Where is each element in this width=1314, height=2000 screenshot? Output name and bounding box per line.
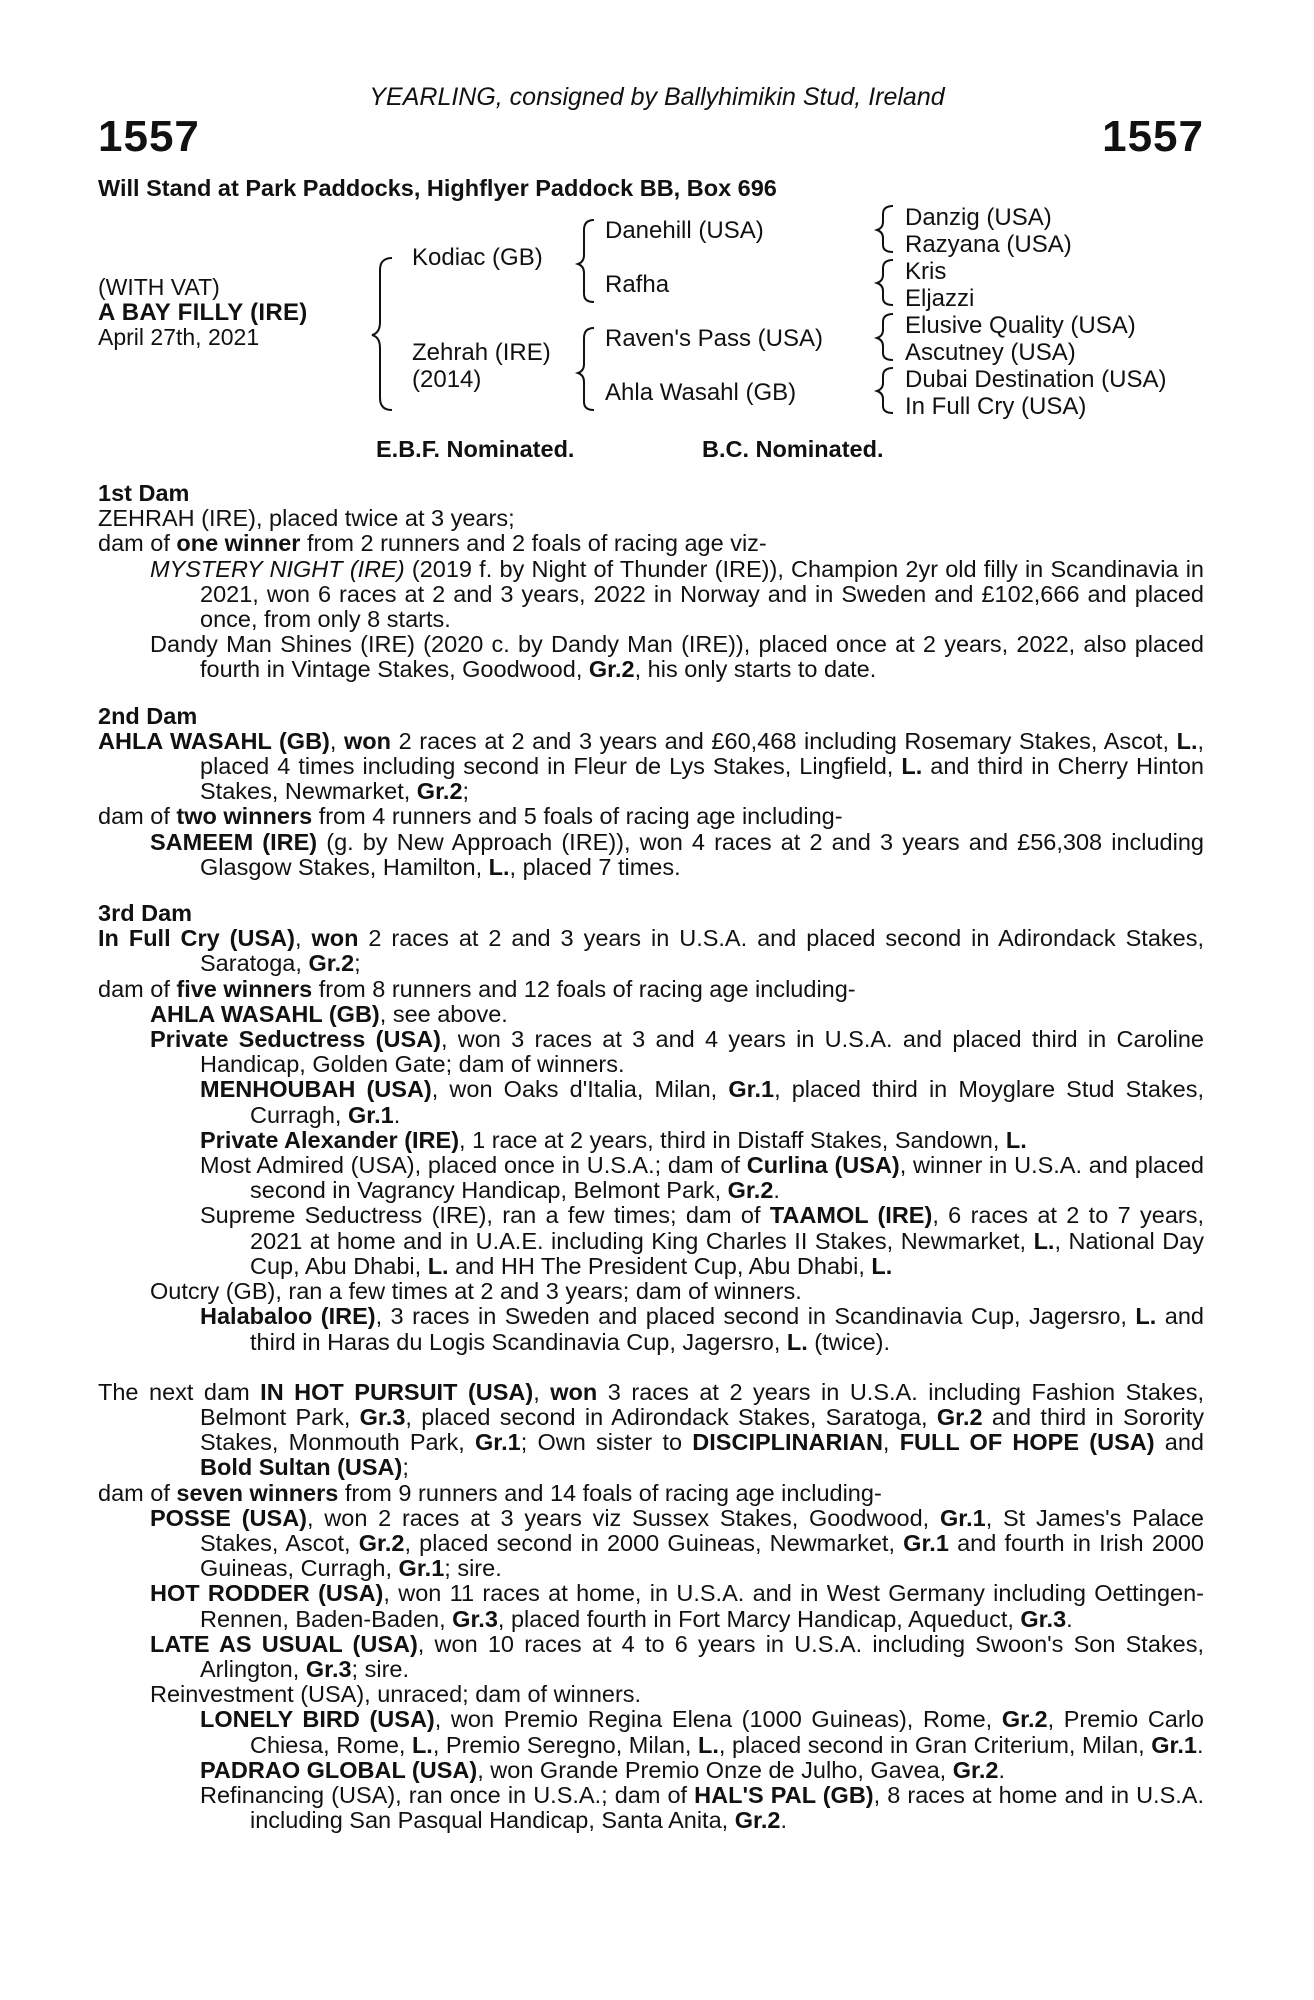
next-dam-line: The next dam IN HOT PURSUIT (USA), won 3 races at 2 years in U.S.A. including Fashion Stakes, Belmont Park, Gr.3, placed second in Adirondack Stakes, Saratoga, Gr.2 and third in Sorority Stakes, Monmouth Park, Gr.1; Own sister to DISCIPLINARIAN, FULL OF HOPE (USA) and Bold Sultan (USA); <box>98 1378 1204 1481</box>
dam-sire: Raven's Pass (USA) <box>605 325 823 352</box>
lot-number-right: 1557 <box>1102 112 1204 161</box>
gen3-1: Danzig (USA) <box>905 204 1052 231</box>
next-dam-produce-summary: dam of seven winners from 9 runners and 14 foals of racing age including- <box>98 1479 882 1506</box>
produce-entry: MYSTERY NIGHT (IRE) (2019 f. by Night of Thunder (IRE)), Champion 2yr old filly in Scandinavia in 2021, won 6 races at 2 and 3 years, 2022 in Norway and in Sweden and £102,666 and placed once, from only 8 starts. <box>150 555 1204 633</box>
produce-entry: MENHOUBAH (USA), won Oaks d'Italia, Milan, Gr.1, placed third in Moyglare Stud Stakes, Curragh, Gr.1. <box>200 1076 1205 1128</box>
ebf-nomination: E.B.F. Nominated. <box>376 436 575 462</box>
produce-entry: Outcry (GB), ran a few times at 2 and 3 years; dam of winners. <box>150 1278 802 1305</box>
produce-entry: Supreme Seductress (IRE), ran a few times; dam of TAAMOL (IRE), 6 races at 2 to 7 years, 2021 at home and in U.A.E. including King Charles II Stakes, Newmarket, L., National Day Cup, Abu Dhabi, L. and HH The President Cup, Abu Dhabi, L. <box>200 1202 1204 1279</box>
produce-entry: HOT RODDER (USA), won 11 races at home, in U.S.A. and in West Germany including Oettingen-Rennen, Baden-Baden, Gr.3, placed fourth in Fort Marcy Handicap, Aqueduct, Gr.3. <box>150 1580 1204 1632</box>
produce-entry: AHLA WASAHL (GB), see above. <box>150 1000 508 1027</box>
horse-name: A BAY FILLY (IRE) <box>98 299 308 326</box>
produce-entry: SAMEEM (IRE) (g. by New Approach (IRE)), won 4 races at 2 and 3 years and £56,308 including Glasgow Stakes, Hamilton, L., placed 7 times. <box>150 828 1204 880</box>
gen3-8: In Full Cry (USA) <box>905 393 1087 420</box>
produce-entry: Private Alexander (IRE), 1 race at 2 years, third in Distaff Stakes, Sandown, L. <box>200 1126 1027 1153</box>
vat-note: (WITH VAT) <box>98 274 220 300</box>
foaling-date: April 27th, 2021 <box>98 324 260 350</box>
third-dam-heading: 3rd Dam <box>98 900 193 927</box>
third-dam-line: In Full Cry (USA), won 2 races at 2 and 3 years in U.S.A. and placed second in Adirondack Stakes, Saratoga, Gr.2; <box>98 925 1204 977</box>
dam-dam: Ahla Wasahl (GB) <box>605 379 797 406</box>
gen3-6: Ascutney (USA) <box>905 339 1076 366</box>
gen3-3: Kris <box>905 258 947 285</box>
section-gap <box>98 1355 1204 1380</box>
bc-nomination: B.C. Nominated. <box>702 436 884 462</box>
first-dam-produce-summary: dam of one winner from 2 runners and 2 foals of racing age viz- <box>98 530 767 557</box>
lot-number-left: 1557 <box>98 112 200 161</box>
stand-location: Will Stand at Park Paddocks, Highflyer Paddock BB, Box 696 <box>98 175 777 201</box>
third-dam-produce-summary: dam of five winners from 8 runners and 12 foals of racing age including- <box>98 975 856 1002</box>
gen3-2: Razyana (USA) <box>905 231 1072 258</box>
gen3-7: Dubai Destination (USA) <box>905 366 1167 393</box>
produce-entry: Dandy Man Shines (IRE) (2020 c. by Dandy Man (IRE)), placed once at 2 years, 2022, also placed fourth in Vintage Stakes, Goodwood, Gr.2, his only starts to date. <box>150 631 1204 683</box>
produce-entry: POSSE (USA), won 2 races at 3 years viz Sussex Stakes, Goodwood, Gr.1, St James's Palace Stakes, Ascot, Gr.2, placed second in 2000 Guineas, Newmarket, Gr.1 and fourth in Irish 2000 Guineas, Curragh, Gr.1; sire. <box>150 1504 1205 1582</box>
sire-dam: Rafha <box>605 271 670 298</box>
catalogue-body <box>98 481 1204 1833</box>
dam-year: (2014) <box>412 366 482 393</box>
produce-entry: Reinvestment (USA), unraced; dam of winners. <box>150 1681 642 1708</box>
dam: Zehrah (IRE) <box>412 339 551 366</box>
sire-sire: Danehill (USA) <box>605 217 764 244</box>
produce-entry: Private Seductress (USA), won 3 races at 3 and 4 years in U.S.A. and placed third in Caroline Handicap, Golden Gate; dam of winners. <box>150 1026 1204 1078</box>
produce-entry: LATE AS USUAL (USA), won 10 races at 4 to 6 years in U.S.A. including Swoon's Son Stakes, Arlington, Gr.3; sire. <box>150 1630 1204 1682</box>
produce-entry: Halabaloo (IRE), 3 races in Sweden and placed second in Scandinavia Cup, Jagersro, L. and third in Haras du Logis Scandinavia Cup, Jagersro, L. (twice). <box>200 1303 1204 1355</box>
second-dam-line: AHLA WASAHL (GB), won 2 races at 2 and 3 years and £60,468 including Rosemary Stakes, Ascot, L., placed 4 times including second in Fleur de Lys Stakes, Lingfield, L. and third in Cherry Hinton Stakes, Newmarket, Gr.2; <box>98 727 1205 805</box>
consignor-line: YEARLING, consigned by Ballyhimikin Stud, Ireland <box>369 83 945 111</box>
sire: Kodiac (GB) <box>412 244 543 271</box>
second-dam-heading: 2nd Dam <box>98 702 198 729</box>
first-dam-line: ZEHRAH (IRE), placed twice at 3 years; <box>98 505 515 532</box>
produce-entry: Refinancing (USA), ran once in U.S.A.; dam of HAL'S PAL (GB), 8 races at home and in U.S.A. including San Pasqual Handicap, Santa Anita, Gr.2. <box>200 1781 1204 1834</box>
produce-entry: PADRAO GLOBAL (USA), won Grande Premio Onze de Julho, Gavea, Gr.2. <box>200 1756 1005 1783</box>
gen3-4: Eljazzi <box>905 285 975 312</box>
gen3-5: Elusive Quality (USA) <box>905 312 1136 339</box>
second-dam-produce-summary: dam of two winners from 4 runners and 5 foals of racing age including- <box>98 803 843 830</box>
first-dam-heading: 1st Dam <box>98 480 190 506</box>
produce-entry: LONELY BIRD (USA), won Premio Regina Elena (1000 Guineas), Rome, Gr.2, Premio Carlo Chiesa, Rome, L., Premio Seregno, Milan, L., placed second in Gran Criterium, Milan, Gr.1. <box>200 1706 1204 1758</box>
produce-entry: Most Admired (USA), placed once in U.S.A.; dam of Curlina (USA), winner in U.S.A. and placed second in Vagrancy Handicap, Belmont Park, Gr.2. <box>200 1152 1204 1204</box>
